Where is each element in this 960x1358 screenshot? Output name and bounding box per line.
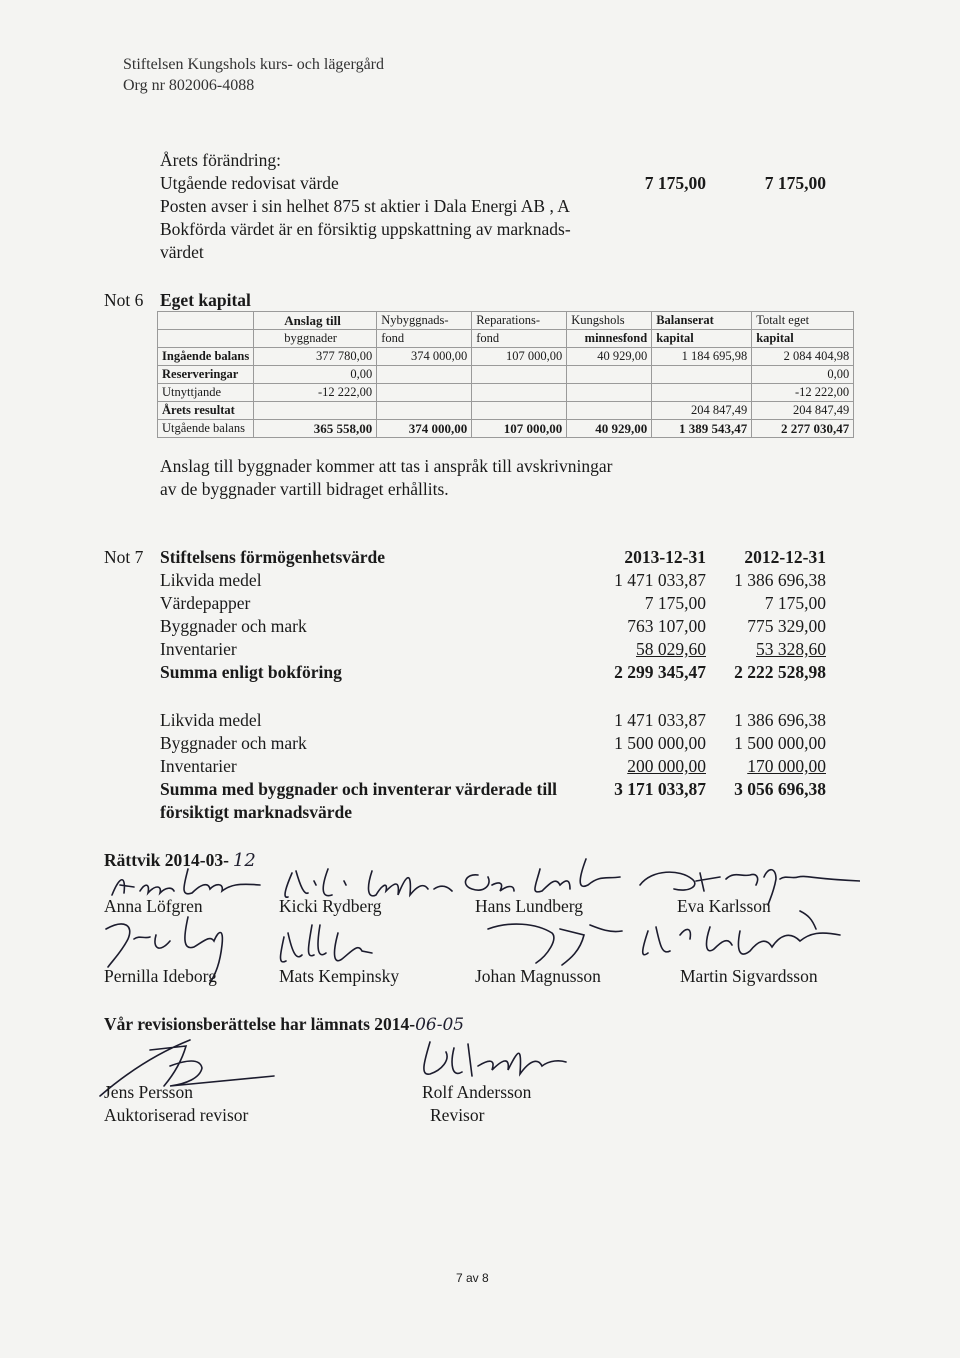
equity-cell [567, 366, 652, 384]
equity-header-cell: Reparations- [472, 312, 567, 330]
change-title: Årets förändring: [160, 150, 282, 170]
equity-cell: 377 780,00 [254, 348, 377, 366]
equity-header-cell: Balanserat [652, 312, 752, 330]
org-number: Org nr 802006-4088 [123, 77, 255, 94]
note7-col-2012: 2012-12-31 [744, 547, 826, 567]
equity-cell: Årets resultat [158, 402, 254, 420]
equity-header-cell: Nybyggnads- [377, 312, 472, 330]
equity-cell: 365 558,00 [254, 420, 377, 438]
equity-header-cell: byggnader [254, 330, 377, 348]
equity-header-cell: fond [472, 330, 567, 348]
note7-row2-value: 1 386 696,38 [734, 710, 826, 730]
equity-cell: 0,00 [752, 366, 854, 384]
signer-name: Martin Sigvardsson [680, 966, 818, 986]
signature-mats [281, 925, 373, 962]
equity-cell: Ingående balans [158, 348, 254, 366]
equity-cell [377, 384, 472, 402]
note6-text-line2: av de byggnader vartill bidraget erhållits. [160, 479, 449, 499]
note7-row-value: 7 175,00 [644, 593, 706, 613]
equity-cell: 1 389 543,47 [652, 420, 752, 438]
equity-cell: 204 847,49 [652, 402, 752, 420]
equity-cell: Reserveringar [158, 366, 254, 384]
note7-title: Stiftelsens förmögenhetsvärde [160, 547, 386, 567]
note7-row-value: 7 175,00 [764, 593, 826, 613]
note7-row2-value: 200 000,00 [627, 756, 706, 776]
equity-cell [377, 402, 472, 420]
equity-header-cell: Totalt eget [752, 312, 854, 330]
auditor1-name: Jens Persson [104, 1082, 193, 1102]
equity-cell [652, 366, 752, 384]
equity-cell: Utgående balans [158, 420, 254, 438]
note7-col-2013: 2013-12-31 [624, 547, 706, 567]
note7-sum2-value: 3 171 033,87 [614, 779, 706, 799]
signer-name: Hans Lundberg [475, 896, 584, 916]
signature-anna [112, 869, 260, 895]
note7-row2-value: 1 500 000,00 [734, 733, 826, 753]
equity-row-utgaende [158, 420, 854, 438]
note7-row-value: 53 328,60 [756, 639, 826, 659]
note7-row2-value: 1 500 000,00 [614, 733, 706, 753]
note7-row-label: Inventarier [160, 639, 237, 659]
equity-cell: -12 222,00 [254, 384, 377, 402]
change-row-label: Utgående redovisat värde [160, 173, 339, 193]
note7-sum2-label-line1: Summa med byggnader och inventerar värderade till [160, 779, 557, 799]
auditor1-title: Auktoriserad revisor [104, 1105, 249, 1125]
note7-sum-value: 2 299 345,47 [614, 662, 706, 682]
equity-header-cell [158, 312, 254, 330]
page-number: 7 av 8 [456, 1271, 489, 1285]
note7-row2-label: Inventarier [160, 756, 237, 776]
equity-header-cell: minnesfond [567, 330, 652, 348]
note7-row2-value: 170 000,00 [747, 756, 826, 776]
note7-row2-value: 1 471 033,87 [614, 710, 706, 730]
equity-table [157, 311, 854, 438]
equity-cell [254, 402, 377, 420]
note7-row-value: 775 329,00 [747, 616, 826, 636]
note7-sum-label: Summa enligt bokföring [160, 662, 342, 682]
equity-header-row-bottom [158, 330, 854, 348]
handwritten-audit-date: 06-05 [415, 1015, 465, 1035]
signer-name: Eva Karlsson [677, 896, 771, 916]
change-note-line3: värdet [160, 242, 204, 262]
signer-name: Johan Magnusson [475, 966, 601, 986]
equity-header-cell: kapital [652, 330, 752, 348]
equity-cell: 1 184 695,98 [652, 348, 752, 366]
equity-cell [472, 366, 567, 384]
equity-header-cell: fond [377, 330, 472, 348]
note7-row-label: Likvida medel [160, 570, 262, 590]
note7-row2-label: Likvida medel [160, 710, 262, 730]
equity-row-utnyttjande [158, 384, 854, 402]
equity-cell: 107 000,00 [472, 420, 567, 438]
note7-row-value: 1 471 033,87 [614, 570, 706, 590]
audit-text: Vår revisionsberättelse har lämnats 2014- [104, 1014, 416, 1034]
change-value-2013: 7 175,00 [644, 173, 706, 193]
signature-kicki [285, 869, 452, 897]
signature-hans [465, 859, 620, 892]
equity-cell: 40 929,00 [567, 348, 652, 366]
note7-label: Not 7 [104, 547, 144, 567]
change-value-2012: 7 175,00 [764, 173, 826, 193]
org-name: Stiftelsen Kungshols kurs- och lägergård [123, 56, 384, 73]
equity-cell [377, 366, 472, 384]
note6-label: Not 6 [104, 290, 144, 310]
equity-cell [567, 402, 652, 420]
signature-johan [488, 924, 622, 965]
equity-cell [567, 384, 652, 402]
note7-row-value: 58 029,60 [636, 639, 706, 659]
equity-row-reserveringar [158, 366, 854, 384]
equity-cell [652, 384, 752, 402]
equity-header-cell: kapital [752, 330, 854, 348]
equity-cell: 107 000,00 [472, 348, 567, 366]
note6-text-line1: Anslag till byggnader kommer att tas i anspråk till avskrivningar [160, 456, 613, 476]
equity-header-cell: Anslag till [254, 312, 377, 330]
note7-row-value: 1 386 696,38 [734, 570, 826, 590]
note7-row-value: 763 107,00 [627, 616, 706, 636]
equity-cell: -12 222,00 [752, 384, 854, 402]
place-date-printed: Rättvik 2014-03- [104, 850, 229, 870]
equity-header-row-top [158, 312, 854, 330]
note7-row-label: Byggnader och mark [160, 616, 307, 636]
equity-cell [472, 384, 567, 402]
note6-title: Eget kapital [160, 290, 251, 310]
signer-name: Anna Löfgren [104, 896, 203, 916]
equity-cell: 2 084 404,98 [752, 348, 854, 366]
note7-sum2-label-line2: försiktigt marknadsvärde [160, 802, 353, 822]
signature-rolf [424, 1042, 566, 1076]
change-note-line1: Posten avser i sin helhet 875 st aktier i Dala Energi AB , A [160, 196, 570, 216]
equity-cell: Utnyttjande [158, 384, 254, 402]
equity-row-arets-resultat [158, 402, 854, 420]
equity-cell: 40 929,00 [567, 420, 652, 438]
change-note-line2: Bokförda värdet är en försiktig uppskattning av marknads- [160, 219, 571, 239]
note7-row-label: Värdepapper [160, 593, 251, 613]
signer-name: Kicki Rydberg [279, 896, 382, 916]
signer-name: Pernilla Ideborg [104, 966, 217, 986]
equity-cell: 204 847,49 [752, 402, 854, 420]
note7-sum2-value: 3 056 696,38 [734, 779, 826, 799]
equity-header-cell: Kungshols [567, 312, 652, 330]
auditor2-title: Revisor [430, 1105, 485, 1125]
note7-sum-value: 2 222 528,98 [734, 662, 826, 682]
equity-cell: 2 277 030,47 [752, 420, 854, 438]
note7-row2-label: Byggnader och mark [160, 733, 307, 753]
equity-header-cell [158, 330, 254, 348]
equity-cell: 374 000,00 [377, 348, 472, 366]
equity-cell: 374 000,00 [377, 420, 472, 438]
signer-name: Mats Kempinsky [279, 966, 400, 986]
equity-row-ingaende [158, 348, 854, 366]
auditor2-name: Rolf Andersson [422, 1082, 532, 1102]
equity-cell: 0,00 [254, 366, 377, 384]
handwritten-day: 12 [232, 850, 256, 871]
equity-cell [472, 402, 567, 420]
